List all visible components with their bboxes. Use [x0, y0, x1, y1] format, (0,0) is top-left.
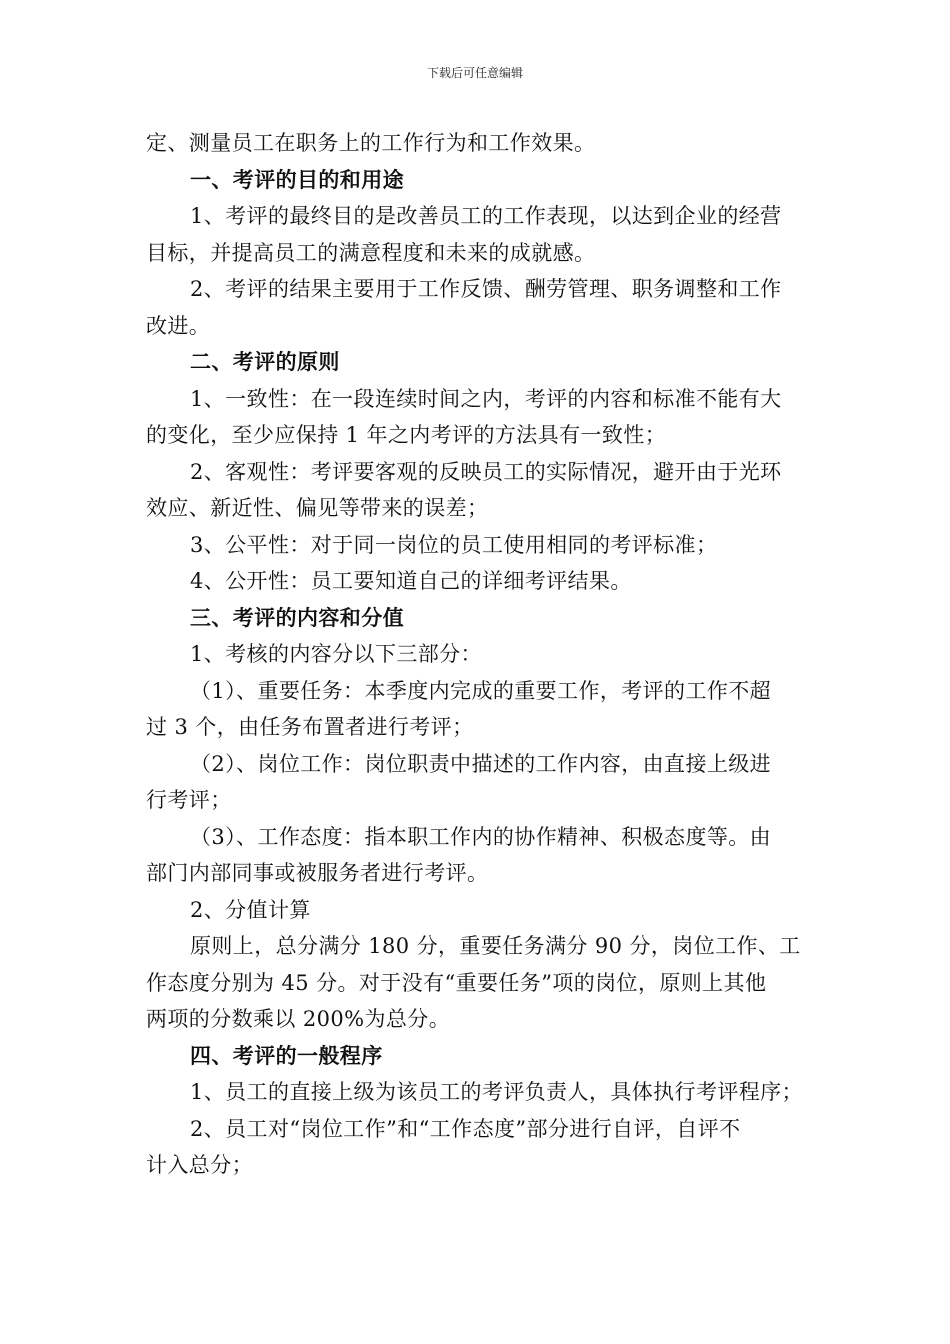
- paragraph-line: 作态度分别为 45 分。对于没有“重要任务”项的岗位，原则上其他: [146, 970, 767, 995]
- paragraph-line: 2、员工对“岗位工作”和“工作态度”部分进行自评，自评不: [190, 1116, 741, 1141]
- paragraph-line: 计入总分；: [146, 1153, 253, 1177]
- paragraph-line: 部门内部同事或被服务者进行考评。: [146, 861, 489, 885]
- paragraph-line: 1、考核的内容分以下三部分：: [190, 642, 482, 666]
- paragraph-line: 2、分值计算: [190, 897, 311, 922]
- paragraph-line: 目标，并提高员工的满意程度和未来的成就感。: [146, 240, 596, 265]
- header-note: 下载后可任意编辑: [426, 66, 523, 80]
- paragraph-line: 改进。: [146, 313, 211, 338]
- paragraph-line: 1、一致性：在一段连续时间之内，考评的内容和标准不能有大: [190, 386, 782, 411]
- paragraph-line: 行考评；: [146, 788, 232, 812]
- paragraph-line: 的变化，至少应保持 1 年之内考评的方法具有一致性；: [146, 423, 667, 447]
- paragraph-line: 过 3 个，由任务布置者进行考评；: [146, 715, 474, 739]
- paragraph-line: 原则上，总分满分 180 分，重要任务满分 90 分，岗位工作、工: [190, 934, 801, 958]
- paragraph-line: （2）、岗位工作：岗位职责中描述的工作内容，由直接上级进: [190, 751, 772, 776]
- paragraph-line: 1、员工的直接上级为该员工的考评负责人，具体执行考评程序；: [190, 1080, 803, 1104]
- paragraph-line: 3、公平性：对于同一岗位的员工使用相同的考评标准；: [190, 532, 718, 557]
- section-heading: 四、考评的一般程序: [190, 1042, 383, 1068]
- paragraph-line: 定、测量员工在职务上的工作行为和工作效果。: [146, 131, 596, 155]
- paragraph-line: 效应、新近性、偏见等带来的误差；: [146, 496, 489, 520]
- paragraph-line: 4、公开性：员工要知道自己的详细考评结果。: [190, 569, 632, 593]
- paragraph-line: 2、客观性：考评要客观的反映员工的实际情况，避开由于光环: [190, 459, 782, 484]
- paragraph-line: 1、考评的最终目的是改善员工的工作表现，以达到企业的经营: [190, 204, 782, 228]
- section-heading: 一、考评的目的和用途: [190, 166, 404, 192]
- paragraph-line: （1）、重要任务：本季度内完成的重要工作，考评的工作不超: [190, 678, 772, 703]
- paragraph-line: 两项的分数乘以 200%为总分。: [146, 1007, 451, 1031]
- section-heading: 三、考评的内容和分值: [190, 604, 404, 630]
- paragraph-line: 2、考评的结果主要用于工作反馈、酬劳管理、职务调整和工作: [190, 277, 782, 301]
- section-heading: 二、考评的原则: [190, 349, 340, 374]
- body-text: [146, 125, 812, 1184]
- paragraph-line: （3）、工作态度：指本职工作内的协作精神、积极态度等。由: [190, 824, 772, 849]
